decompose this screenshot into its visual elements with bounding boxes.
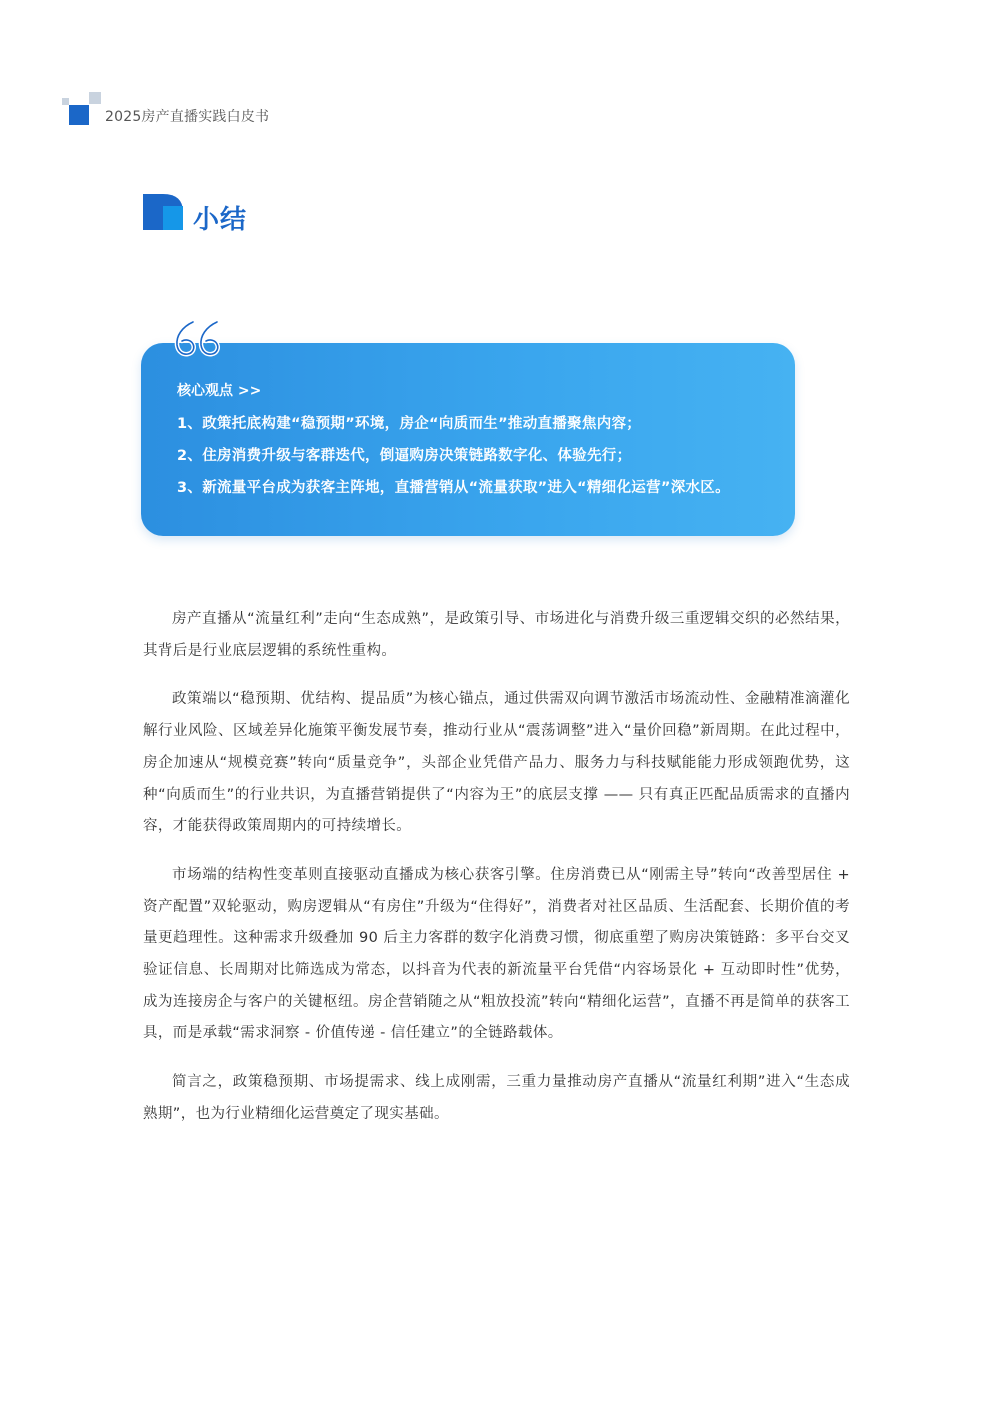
- body-paragraph: 房产直播从“流量红利”走向“生态成熟”，是政策引导、市场进化与消费升级三重逻辑交织的必然结果，其背后是行业底层逻辑的系统性重构。: [143, 611, 850, 659]
- logo-square-grey: [89, 92, 101, 104]
- body-text: [143, 604, 850, 1148]
- core-view-point: 3、新流量平台成为获客主阵地，直播营销从“流量获取”进入“精细化运营”深水区。: [177, 480, 730, 496]
- section-marker-icon: [143, 194, 183, 230]
- running-header-title: 2025房产直播实践白皮书: [105, 109, 270, 125]
- core-view-point: 2、住房消费升级与客群迭代，倒逼购房决策链路数字化、体验先行；: [177, 448, 632, 464]
- header-logo-icon: [62, 92, 104, 126]
- section-title: 小结: [193, 205, 248, 235]
- body-paragraph: 简言之，政策稳预期、市场提需求、线上成刚需，三重力量推动房产直播从“流量红利期”进入“生态成熟期”，也为行业精细化运营奠定了现实基础。: [143, 1074, 850, 1122]
- logo-square-blue: [69, 105, 89, 125]
- logo-square-small: [62, 98, 69, 105]
- body-paragraph: 市场端的结构性变革则直接驱动直播成为核心获客引擎。住房消费已从“刚需主导”转向“改善型居住 + 资产配置”双轮驱动，购房逻辑从“有房住”升级为“住得好”，消费者对社区品质、生活配套、长期价值的考量更趋理性。这种需求升级叠加 90 后主力客群的数字化消费习惯，彻底重塑了购房决策链路：多平台交叉验证信息、长周期对比筛选成为常态，以抖音为代表的新流量平台凭借“内容场景化 + 互动即时性”优势，成为连接房企与客户的关键枢纽。房企营销随之从“粗放投流”转向“精细化运营”，直播不再是简单的获客工具，而是承载“需求洞察 - 价值传递 - 信任建立”的全链路载体。: [143, 866, 850, 1042]
- core-views-box: [141, 343, 795, 536]
- core-views-heading: 核心观点 >>: [177, 383, 262, 399]
- core-view-point: 1、政策托底构建“稳预期”环境，房企“向质而生”推动直播聚焦内容；: [177, 416, 642, 432]
- body-paragraph: 政策端以“稳预期、优结构、提品质”为核心锚点，通过供需双向调节激活市场流动性、金融精准滴灌化解行业风险、区域差异化施策平衡发展节奏，推动行业从“震荡调整”进入“量价回稳”新周期。在此过程中，房企加速从“规模竞赛”转向“质量竞争”，头部企业凭借产品力、服务力与科技赋能能力形成领跑优势，这种“向质而生”的行业共识，为直播营销提供了“内容为王”的底层支撑 —— 只有真正匹配品质需求的直播内容，才能获得政策周期内的可持续增长。: [143, 691, 850, 835]
- quote-mark-icon: [172, 318, 224, 358]
